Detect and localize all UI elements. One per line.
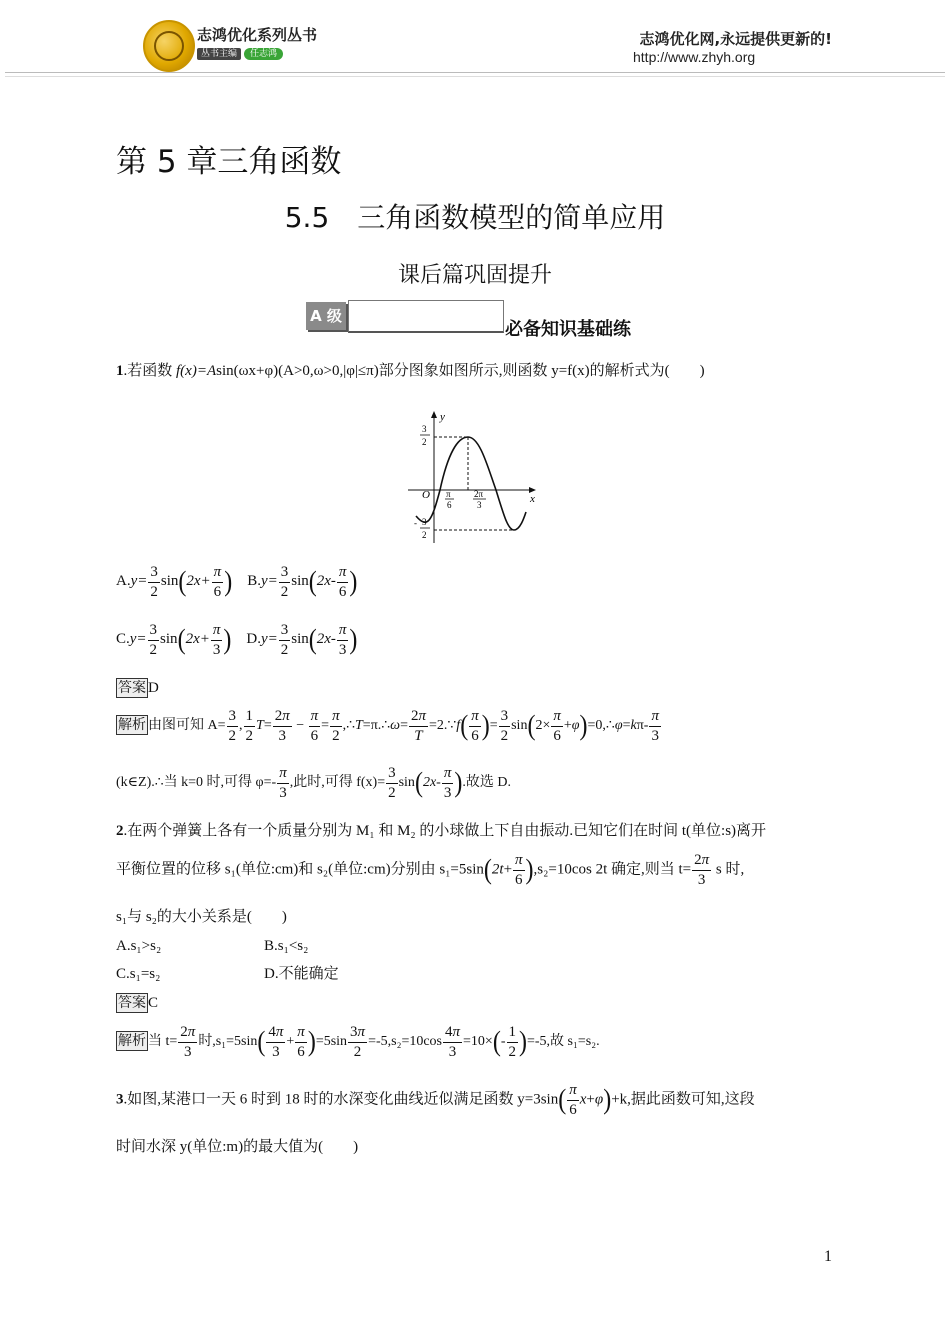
q1-number: 1: [116, 363, 124, 379]
editor-info: [197, 48, 283, 60]
q3-line2: 时间水深 y(单位:m)的最大值为( ): [116, 1139, 359, 1155]
graph-ytick-bot-den: 2: [422, 530, 427, 540]
option-d[interactable]: D.y= $\frac{3}{2}$ sin(2x- $\frac{\pi}{3}$ ): [246, 621, 358, 658]
graph-ytick-top-num: 3: [422, 424, 427, 434]
editor-label: 丛书主编: [197, 48, 241, 60]
graph-origin: O: [422, 489, 430, 501]
subhead: 课后篇巩固提升: [397, 263, 552, 288]
level-box: [348, 300, 504, 333]
editor-name: 任志鸿: [244, 48, 283, 60]
header-url[interactable]: http://www.zhyh.org: [633, 49, 756, 65]
q1-graph: [408, 408, 548, 548]
level-badge: A 级: [306, 302, 346, 330]
graph-xtick1-num: π: [446, 489, 451, 499]
q1-answer: 答案 D: [118, 680, 159, 696]
q1-stem: 1.若函数 f(x)=Asin(ωx+φ)(A>0,ω>0,|φ|≤π)部分图象如图所示,则函数 y=f(x)的解析式为( ): [116, 363, 705, 379]
q1-analysis-line2: (k∈Z).∴当 k=0 时,可得 φ=- $\frac{\pi}{3}$ ,此时,可得 f(x)= $\frac{3}{2}$ sin(2x- $\frac{\pi}{3}$ ).故选 D.: [116, 764, 511, 801]
q2-line1: 2.在两个弹簧上各有一个质量分别为 M₁ 和 M₂ 的小球做上下自由振动.已知它们在时间 t(单位:s)离开: [116, 823, 767, 839]
graph-y-label: y: [440, 411, 445, 423]
option-a[interactable]: A.y= $\frac{3}{2}$ sin(2x+ $\frac{\pi}{6}$ ): [116, 563, 233, 600]
graph-xtick2-num: 2π: [474, 489, 484, 499]
level-title: 必备知识基础练: [505, 319, 631, 340]
section-title: 5.5 三角函数模型的简单应用: [284, 201, 666, 234]
header-divider-2: [5, 76, 945, 77]
q1-analysis-line1: 解析 由图可知 A= $\frac{3}{2}$ , $\frac{1}{2}$ T= $\frac{2\pi}{3}$ − $\frac{\pi}{6}$ = $\frac{\pi}{2}$ ,∴T=π.∴ω= $\frac{2\pi}{T}$ =2.∵f( $\frac{\pi}{6}$ )= $\frac{3}{2}$ sin(2× $\frac{\pi}{6}$ +φ)=0,∴φ=kπ- $\frac{\pi}{3}$: [118, 707, 659, 744]
q2-line3: s₁与 s₂的大小关系是( ): [116, 909, 287, 925]
graph-x-label: x: [530, 493, 535, 505]
q2-option-d[interactable]: D.不能确定: [264, 966, 339, 982]
q2-option-b[interactable]: B.s₁<s₂: [264, 938, 309, 954]
svg-text:-: -: [414, 518, 417, 528]
q2-option-a[interactable]: A.s₁>s₂: [116, 938, 162, 954]
graph-ytick-top-den: 2: [422, 437, 427, 447]
q2-analysis: 解析 当 t= $\frac{2\pi}{3}$ 时,s₁=5sin( $\frac{4\pi}{3}$ + $\frac{\pi}{6}$ )=5sin $\frac{3\pi}{2}$ =-5,s₂=10cos $\frac{4\pi}{3}$ =10×(- $\frac{1}{2}$ )=-5,故 s₁=s₂.: [118, 1023, 600, 1060]
q3-line1: 3.如图,某港口一天 6 时到 18 时的水深变化曲线近似满足函数 y=3sin( $\frac{\pi}{6}$ x+φ)+k,据此函数可知,这段: [116, 1081, 755, 1118]
header-divider: [5, 72, 945, 73]
analysis-tag: 解析: [118, 717, 146, 734]
graph-xtick1-den: 6: [447, 500, 452, 510]
q2-line2: 平衡位置的位移 s₁(单位:cm)和 s₂(单位:cm)分别由 s₁=5sin(2t+ $\frac{\pi}{6}$ ),s₂=10cos 2t 确定,则当 t= $\frac{2\pi}{3}$ s 时,: [116, 851, 745, 888]
graph-ytick-bot-num: 3: [422, 517, 427, 527]
option-c[interactable]: C.y= $\frac{3}{2}$ sin(2x+ $\frac{\pi}{3}$ ): [116, 621, 232, 658]
q2-answer: 答案 C: [118, 995, 159, 1011]
page-number: 1: [824, 1248, 832, 1265]
q1-options-row2: [116, 620, 357, 660]
q1-options-row1: [116, 562, 357, 602]
header-slogan: 志鸿优化网,永远提供更新的!: [639, 30, 832, 48]
publisher-logo: [143, 20, 195, 72]
series-title: 志鸿优化系列丛书: [197, 26, 318, 44]
answer-tag: 答案: [118, 680, 146, 696]
q2-option-c[interactable]: C.s₁=s₂: [116, 966, 161, 982]
option-b[interactable]: B.y= $\frac{3}{2}$ sin(2x- $\frac{\pi}{6}$ ): [247, 563, 358, 600]
chapter-title: 第 5 章三角函数: [116, 144, 342, 180]
graph-xtick2-den: 3: [477, 500, 482, 510]
